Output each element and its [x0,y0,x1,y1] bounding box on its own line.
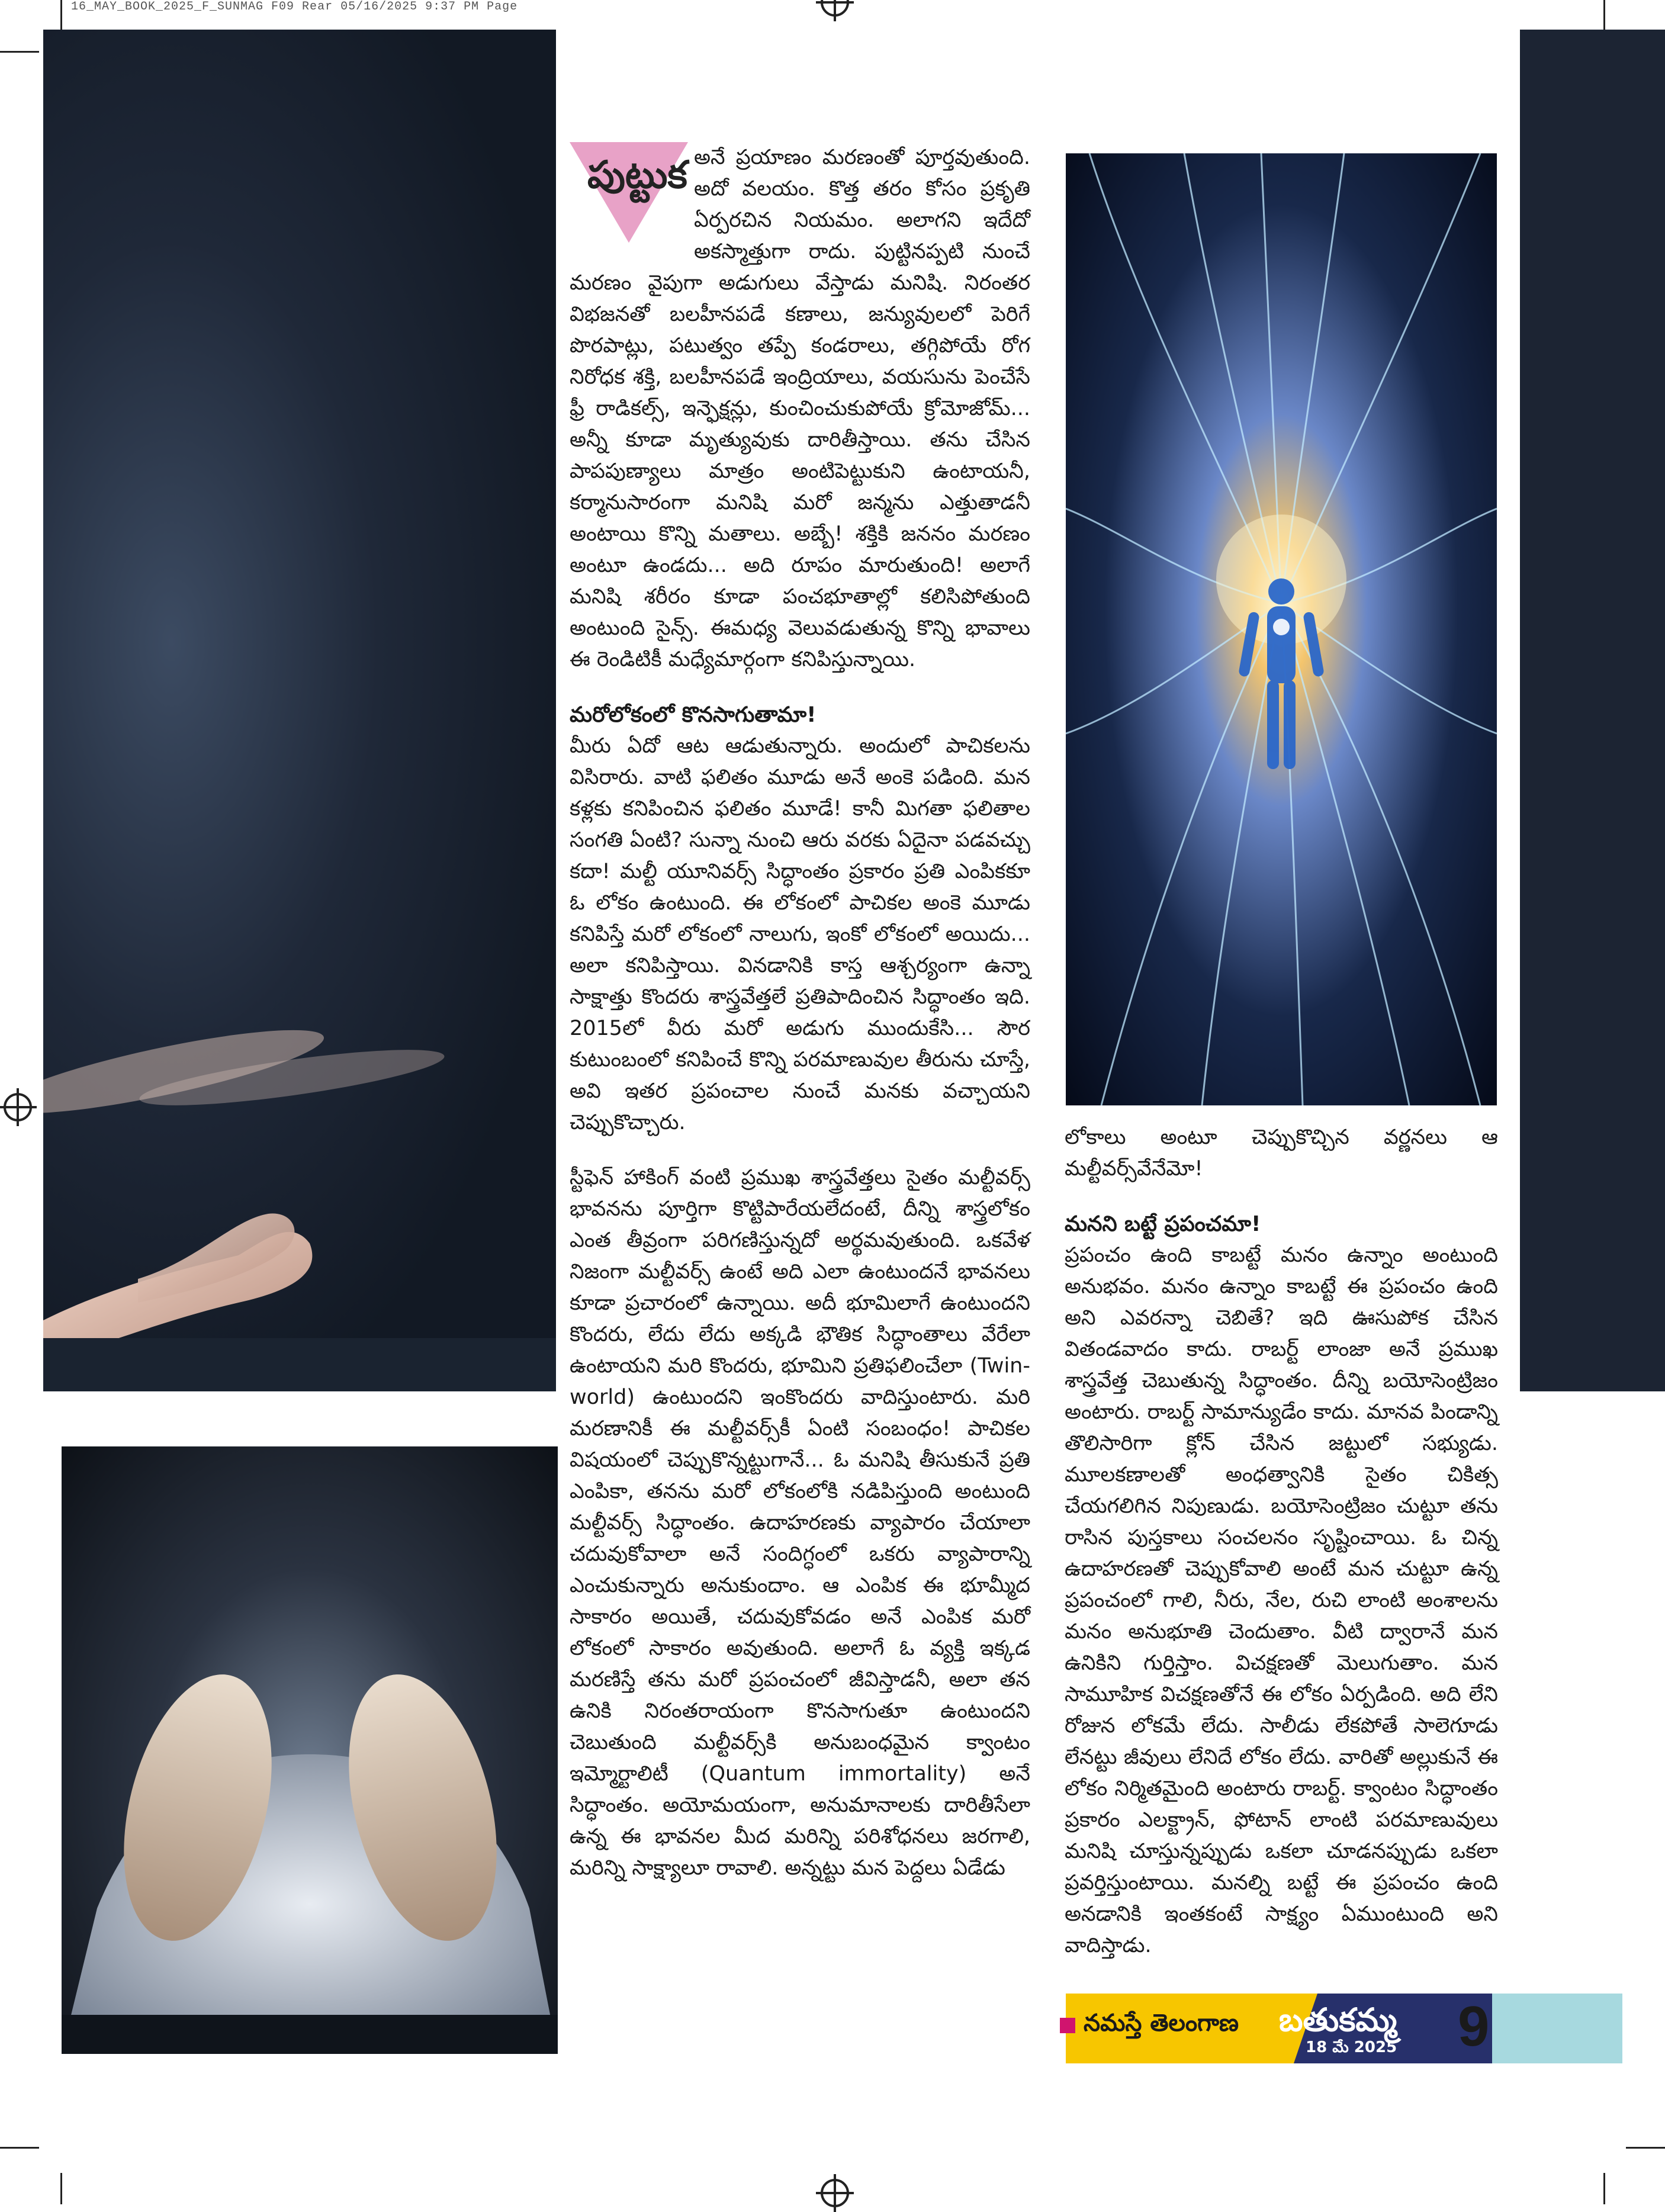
crop-mark [60,0,62,30]
photo-multiverse-figure [1066,153,1497,1105]
article-column-right [1065,1122,1498,1985]
issue-date: 18 మే 2025 [1306,2039,1397,2056]
page-number: 9 [1458,1995,1490,2058]
image-caption: లోకాలు అంటూ చెప్పుకొచ్చిన వర్ణనలు ఆ మల్టీవర్స్‌వేనేమో! [1065,1126,1498,1181]
photo-hands-and-feet [43,30,556,1391]
magazine-title: బతుకమ్మ [1279,2001,1397,2039]
body-paragraph: మీరు ఏదో ఆట ఆడుతున్నారు. అందులో పాచికలను విసిరారు. వాటి ఫలితం మూడు అనే అంకె పడింది. మన కళ్లకు కనిపించిన ఫలితం మూడే! కానీ మిగతా ఫలితాల సంగతి ఏంటి? సున్నా నుంచి ఆరు వరకు ఏదైనా పడవచ్చు కదా! మల్టీ యూనివర్స్ సిద్ధాంతం ప్రకారం ప్రతి ఎంపికకూ ఓ లోకం ఉంటుంది. ఈ లోకంలో పాచికల అంకె మూడు కనిపిస్తే మరో లోకంలో నాలుగు, ఇంకో లోకంలో అయిదు... అలా కనిపిస్తాయి. వినడానికి కాస్త ఆశ్చర్యంగా ఉన్నా సాక్షాత్తు కొందరు శాస్త్రవేత్తలే ప్రతిపాదించిన సిద్ధాంతం ఇది. 2015లో వీరు మరో అడుగు ముందుకేసి... సౌర కుటుంబంలో కనిపించే కొన్ని పరమాణువుల తీరును చూస్తే, అవి ఇతర ప్రపంచాల నుంచే మనకు వచ్చాయని చెప్పుకొచ్చారు. [570,734,1030,1134]
intro-paragraph: అనే ప్రయాణం మరణంతో పూర్తవుతుంది. అదో వలయం. కొత్త తరం కోసం ప్రకృతి ఏర్పరచిన నియమం. అలాగని ఇదేదో అకస్మాత్తుగా రాదు. పుట్టినప్పటి నుంచే మరణం వైపుగా అడుగులు వేస్తాడు మనిషి. నిరంతర విభజనతో బలహీనపడే కణాలు, జన్యువులలో పెరిగే పొరపాట్లు, పటుత్వం తప్పే కండరాలు, తగ్గిపోయే రోగ నిరోధక శక్తి, బలహీనపడే ఇంద్రియాలు, వయసును పెంచేసే ఫ్రీ రాడికల్స్, ఇన్ఫెక్షన్లు, కుంచించుకుపోయే క్రోమోజోమ్... అన్నీ కూడా మృత్యువుకు దారితీస్తాయి. తను చేసిన పాపపుణ్యాలు మాత్రం అంటిపెట్టుకుని ఉంటాయనీ, కర్మానుసారంగా మనిషి మరో జన్మను ఎత్తుతాడనీ అంటాయి కొన్ని మతాలు. అబ్బే! శక్తికి జననం మరణం అంటూ ఉండదు... అది రూపం మారుతుంది! అలాగే మనిషి శరీరం కూడా పంచభూతాల్లో కలిసిపోతుంది అంటుంది సైన్స్. ఈమధ్య వెలువడుతున్న కొన్ని భావాలు ఈ రెండిటికీ మధ్యేమార్గంగా కనిపిస్తున్నాయి. [570,146,1030,671]
crop-mark [0,2147,39,2149]
body-paragraph: ప్రపంచం ఉంది కాబట్టే మనం ఉన్నాం అంటుంది అనుభవం. మనం ఉన్నాం కాబట్టే ఈ ప్రపంచం ఉంది అని ఎవరన్నా చెబితే? ఇది ఊసుపోక చేసిన వితండవాదం కాదు. రాబర్ట్ లాంజా అనే ప్రముఖ శాస్త్రవేత్త చెబుతున్న సిద్ధాంతం. దీన్ని బయోసెంట్రిజం అంటారు. రాబర్ట్ సామాన్యుడేం కాదు. మానవ పిండాన్ని తొలిసారిగా క్లోన్ చేసిన జట్టులో సభ్యుడు. మూలకణాలతో అంధత్వానికి సైతం చికిత్స చేయగలిగిన నిపుణుడు. బయోసెంట్రిజం చుట్టూ తను రాసిన పుస్తకాలు సంచలనం సృష్టించాయి. ఓ చిన్న ఉదాహరణతో చెప్పుకోవాలి అంటే మన చుట్టూ ఉన్న ప్రపంచంలో గాలి, నీరు, నేల, రుచి లాంటి అంశాలను మనం అనుభూతి చెందుతాం. వీటి ద్వారానే మన ఉనికిని గుర్తిస్తాం. విచక్షణతో మెలుగుతాం. మన సామూహిక విచక్షణతోనే ఈ లోకం ఏర్పడింది. అది లేని రోజున లోకమే లేదు. సాలీడు లేకపోతే సాలెగూడు లేనట్టు జీవులు లేనిదే లోకం లేదు. వారితో అల్లుకునే ఈ లోకం నిర్మితమైంది అంటారు రాబర్ట్. క్వాంటం సిద్ధాంతం ప్రకారం ఎలక్ట్రాన్, ఫోటాన్ లాంటి పరమాణువులు మనిషి చూస్తున్నప్పుడు ఒకలా చూడనప్పుడు ఒకలా ప్రవర్తిస్తుంటాయి. మనల్ని బట్టే ఈ ప్రపంచం ఉంది అనడానికి ఇంతకంటే సాక్ష్యం ఏముంటుంది అని వాదిస్తాడు. [1065,1243,1498,1957]
registration-mark-top [821,0,849,17]
crop-mark [1603,2173,1605,2204]
registration-mark-left [4,1093,32,1121]
kicker-word: పుట్టుక [587,153,687,197]
crop-mark [60,2173,62,2204]
crop-mark [1626,2147,1665,2149]
section-heading: మనని బట్టే ప్రపంచమా! [1065,1212,1261,1236]
section-heading: మరోలోకంలో కొనసాగుతామా! [570,703,817,727]
newspaper-brand: నమస్తే తెలంగాణ [1084,2010,1239,2037]
print-slug: 16_MAY_BOOK_2025_F_SUNMAG F09 Rear 05/16/2025 9:37 PM Page [71,0,518,14]
registration-mark-bottom [821,2179,849,2207]
body-paragraph: స్టీఫెన్ హాకింగ్ వంటి ప్రముఖ శాస్త్రవేత్తలు సైతం మల్టీవర్స్ భావనను పూర్తిగా కొట్టిపారేయలేదంటే, దీన్ని శాస్త్రలోకం ఎంత తీవ్రంగా పరిగణిస్తున్నదో అర్థమవుతుంది. ఒకవేళ నిజంగా మల్టీవర్స్ ఉంటే అది ఎలా ఉంటుందనే భావనలు కూడా ప్రచారంలో ఉన్నాయి. అదీ భూమిలాగే ఉంటుందని కొందరు, లేదు లేదు అక్కడి భౌతిక సిద్ధాంతాలు వేరేలా ఉంటాయని మరి కొందరు, భూమిని ప్రతిఫలించేలా (Twin-world) ఉంటుందని ఇంకొందరు వాదిస్తుంటారు. మరి మరణానికీ ఈ మల్టీవర్స్‌కీ ఏంటి సంబంధం! పాచికల విషయంలో చెప్పుకొన్నట్టుగానే... ఓ మనిషి తీసుకునే ప్రతి ఎంపికా, తనను మరో లోకంలోకి నడిపిస్తుంది అంటుంది మల్టీవర్స్ సిద్ధాంతం. ఉదాహరణకు వ్యాపారం చేయాలా చదువుకోవాలా అనే సందిగ్ధంలో ఒకరు వ్యాపారాన్ని ఎంచుకున్నారు అనుకుందాం. ఆ ఎంపిక ఈ భూమ్మీద సాకారం అయితే, చదువుకోవడం అనే ఎంపిక మరో లోకంలో సాకారం అవుతుంది. అలాగే ఓ వ్యక్తి ఇక్కడ మరణిస్తే తను మరో ప్రపంచంలో జీవిస్తాడనీ, అలా తన ఉనికి నిరంతరాయంగా కొనసాగుతూ ఉంటుందని చెబుతుంది మల్టీవర్స్‌కి అనుబంధమైన క్వాంటం ఇమ్మోర్టాలిటీ (Quantum immortality) అనే సిద్ధాంతం. అయోమయంగా, అనుమానాలకు దారితీసేలా ఉన్న ఈ భావనల మీద మరిన్ని పరిశోధనలు జరగాలి, మరిన్ని సాక్ష్యాలూ రావాలి. అన్నట్టు మన పెద్దలు ఏడేడు [570,1166,1030,1880]
article-column-left [570,142,1030,1908]
crop-mark [1603,0,1605,30]
kicker-badge [570,142,688,249]
page-edge-band [1520,30,1665,1391]
brand-dot [1060,2018,1075,2033]
crop-mark [0,51,39,53]
photo-feet-under-sheet [62,1446,558,2054]
